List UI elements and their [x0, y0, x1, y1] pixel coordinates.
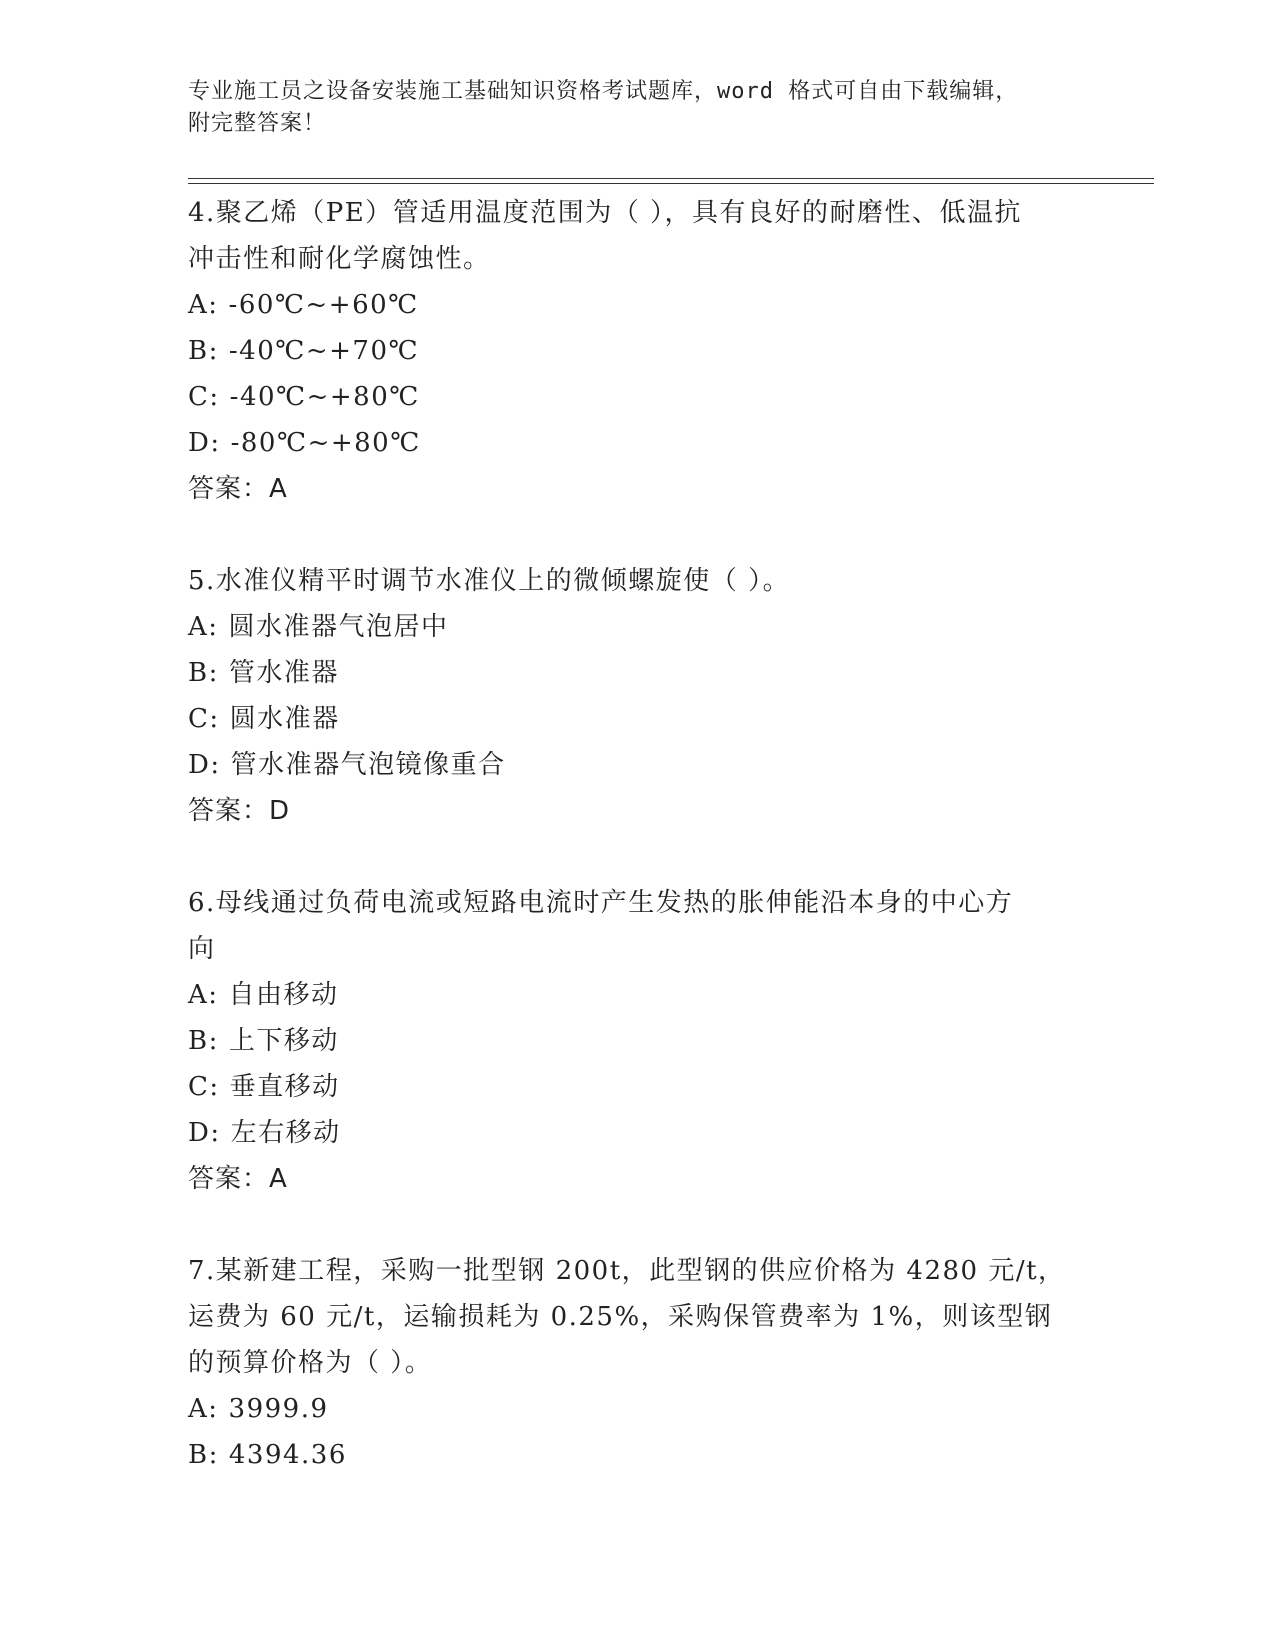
question-stem-line: 冲击性和耐化学腐蚀性。 — [188, 244, 491, 274]
question-4 — [188, 190, 1088, 512]
option-text: 垂直移动 — [229, 1072, 340, 1102]
header-divider-top — [188, 178, 1154, 179]
answer-line: 答案：A — [188, 474, 288, 504]
option-key: A: — [188, 612, 219, 642]
option-b — [188, 328, 1088, 374]
option-d — [188, 742, 1088, 788]
option-text: 管水准器气泡镜像重合 — [230, 750, 506, 780]
question-stem-line: 6.母线通过负荷电流或短路电流时产生发热的胀伸能沿本身的中心方 — [188, 888, 1014, 918]
option-key: C: — [188, 382, 220, 412]
answer-line: 答案：A — [188, 1164, 288, 1194]
option-d — [188, 420, 1088, 466]
header-line-1: 专业施工员之设备安装施工基础知识资格考试题库，word 格式可自由下载编辑， — [188, 79, 1019, 104]
option-d — [188, 1110, 1088, 1156]
answer-line: 答案：D — [188, 796, 291, 826]
option-key: D: — [188, 1118, 221, 1148]
option-a — [188, 1386, 1088, 1432]
option-key: B: — [188, 1026, 219, 1056]
option-key: A: — [188, 1394, 219, 1424]
option-text: -40℃~+80℃ — [229, 382, 420, 412]
question-7 — [188, 1248, 1088, 1478]
option-a — [188, 282, 1088, 328]
option-key: A: — [188, 980, 219, 1010]
option-key: C: — [188, 704, 220, 734]
option-b — [188, 650, 1088, 696]
option-text: -60℃~+60℃ — [228, 290, 419, 320]
option-text: 自由移动 — [228, 980, 339, 1010]
option-key: B: — [188, 658, 219, 688]
option-c — [188, 374, 1088, 420]
option-key: B: — [188, 1440, 219, 1470]
option-text: 上下移动 — [228, 1026, 339, 1056]
question-spacer — [188, 1202, 1088, 1248]
document-header — [188, 76, 1088, 140]
option-text: 4394.36 — [228, 1440, 347, 1470]
question-spacer — [188, 834, 1088, 880]
question-stem-line: 的预算价格为（ ）。 — [188, 1348, 433, 1378]
question-stem-line: 5.水准仪精平时调节水准仪上的微倾螺旋使（ ）。 — [188, 566, 791, 596]
question-6 — [188, 880, 1088, 1202]
option-a — [188, 604, 1088, 650]
option-b — [188, 1432, 1088, 1478]
question-5 — [188, 558, 1088, 834]
question-stem-line: 4.聚乙烯（PE）管适用温度范围为（ ），具有良好的耐磨性、低温抗 — [188, 198, 1023, 228]
option-text: 圆水准器气泡居中 — [228, 612, 449, 642]
question-stem-line: 运费为 60 元/t，运输损耗为 0.25%，采购保管费率为 1%，则该型钢 — [188, 1302, 1053, 1332]
question-list — [188, 190, 1088, 1478]
question-stem-line: 7.某新建工程，采购一批型钢 200t，此型钢的供应价格为 4280 元/t， — [188, 1256, 1066, 1286]
option-text: 圆水准器 — [229, 704, 340, 734]
question-stem-line: 向 — [188, 934, 216, 964]
option-key: D: — [188, 750, 221, 780]
option-key: C: — [188, 1072, 220, 1102]
option-text: -80℃~+80℃ — [230, 428, 421, 458]
option-text: 管水准器 — [228, 658, 339, 688]
option-b — [188, 1018, 1088, 1064]
option-key: B: — [188, 336, 219, 366]
header-line-2: 附完整答案！ — [188, 111, 327, 136]
option-text: 左右移动 — [230, 1118, 341, 1148]
option-key: A: — [188, 290, 219, 320]
option-c — [188, 1064, 1088, 1110]
question-spacer — [188, 512, 1088, 558]
option-text: 3999.9 — [228, 1394, 329, 1424]
header-divider-bottom — [188, 183, 1154, 184]
option-a — [188, 972, 1088, 1018]
option-key: D: — [188, 428, 221, 458]
option-c — [188, 696, 1088, 742]
option-text: -40℃~+70℃ — [228, 336, 420, 366]
